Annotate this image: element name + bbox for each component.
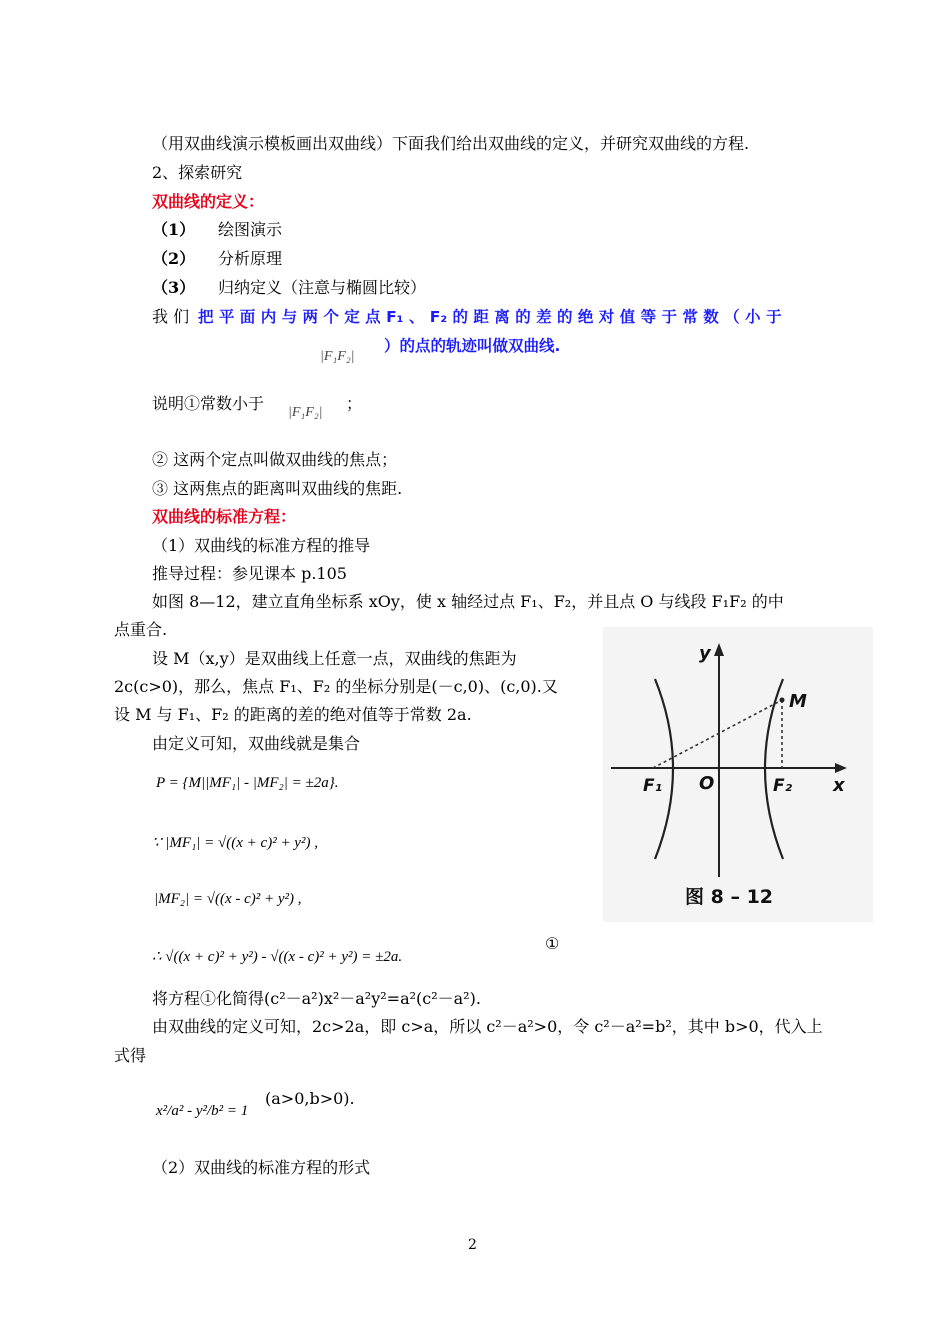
note-1-f1f2: |F₁F₂| — [288, 405, 323, 420]
equation-mf2: |MF₂| = √((x - c)² + y²) , — [154, 891, 302, 907]
derivation-reference: 推导过程：参见课本 p.105 — [152, 564, 347, 583]
definition-body-2: ）的点的轨迹叫做双曲线. — [384, 337, 561, 355]
definition-f1f2: |F₁F₂| — [320, 349, 355, 364]
point-m-dot — [780, 698, 785, 703]
paragraph-4b: 式得 — [114, 1046, 147, 1065]
paragraph-2c: 设 M 与 F₁、F₂ 的距离的差的绝对值等于常数 2a. — [114, 705, 472, 724]
figure-caption: 图 8 – 12 — [685, 886, 774, 908]
note-2: ② 这两个定点叫做双曲线的焦点； — [152, 450, 398, 469]
definition-body-1: 把 平 面 内 与 两 个 定 点 F₁ 、 F₂ 的 距 离 的 差 的 绝 对 值 等 于 常 数 （ 小 于 — [198, 308, 782, 326]
hyperbola-diagram — [603, 627, 873, 922]
equation-mf1: ∵ |MF₁| = √((x + c)² + y²) , — [152, 835, 318, 851]
paragraph-4a: 由双曲线的定义可知，2c>2a，即 c>a，所以 c²－a²>0，令 c²－a²=b²，其中 b>0，代入上 — [152, 1017, 823, 1036]
paragraph-2a: 设 M（x,y）是双曲线上任意一点，双曲线的焦距为 — [152, 649, 517, 668]
step-1-text: 绘图演示 — [218, 220, 283, 239]
paragraph-3: 由定义可知，双曲线就是集合 — [152, 734, 361, 753]
axis-y-label: y — [699, 643, 711, 664]
step-3-number: （3） — [152, 278, 196, 297]
step-2-text: 分析原理 — [218, 249, 283, 268]
step-2-number: （2） — [152, 249, 196, 268]
paragraph-1a: 如图 8—12，建立直角坐标系 xOy，使 x 轴经过点 F₁、F₂，并且点 O 与线段 F₁F₂ 的中 — [152, 592, 784, 611]
intro-line: （用双曲线演示模板画出双曲线）下面我们给出双曲线的定义，并研究双曲线的方程. — [152, 134, 750, 153]
step-3-text: 归纳定义（注意与椭圆比较） — [218, 278, 427, 297]
origin-label: O — [699, 773, 715, 794]
equation-label-1: ① — [545, 934, 560, 953]
paragraph-1b: 点重合. — [114, 620, 168, 639]
step-1-number: （1） — [152, 220, 196, 239]
note-1-prefix: 说明①常数小于 — [152, 394, 265, 413]
standard-equation: x²/a² - y²/b² = 1 — [156, 1103, 249, 1119]
section-explore: 2、探索研究 — [152, 163, 243, 182]
subsection-1: （1）双曲线的标准方程的推导 — [152, 536, 371, 555]
axis-x-label: x — [833, 775, 845, 796]
heading-definition: 双曲线的定义： — [152, 192, 265, 211]
hyperbola-figure — [603, 627, 873, 926]
note-1-suffix: ； — [346, 394, 363, 413]
subsection-2: （2）双曲线的标准方程的形式 — [152, 1158, 371, 1177]
equation-therefore: ∴ √((x + c)² + y²) - √((x - c)² + y²) = ±2a. — [152, 949, 403, 965]
equation-set-p: P = {M||MF₁| - |MF₂| = ±2a}. — [156, 775, 339, 791]
focus-f1-label: F₁ — [643, 776, 663, 796]
definition-lead: 我 们 — [152, 307, 190, 326]
simplified-equation: 将方程①化简得(c²－a²)x²－a²y²=a²(c²－a²). — [152, 989, 481, 1008]
note-3: ③ 这两焦点的距离叫双曲线的焦距. — [152, 479, 403, 498]
focus-f2-label: F₂ — [773, 776, 793, 796]
paragraph-2b: 2c(c>0)，那么，焦点 F₁、F₂ 的坐标分别是(－c,0)、(c,0).又 — [114, 677, 558, 696]
point-m-label: M — [789, 691, 807, 712]
heading-standard-equation: 双曲线的标准方程： — [152, 507, 297, 526]
page-number: 2 — [468, 1237, 477, 1253]
standard-equation-condition: (a>0,b>0). — [265, 1089, 355, 1108]
